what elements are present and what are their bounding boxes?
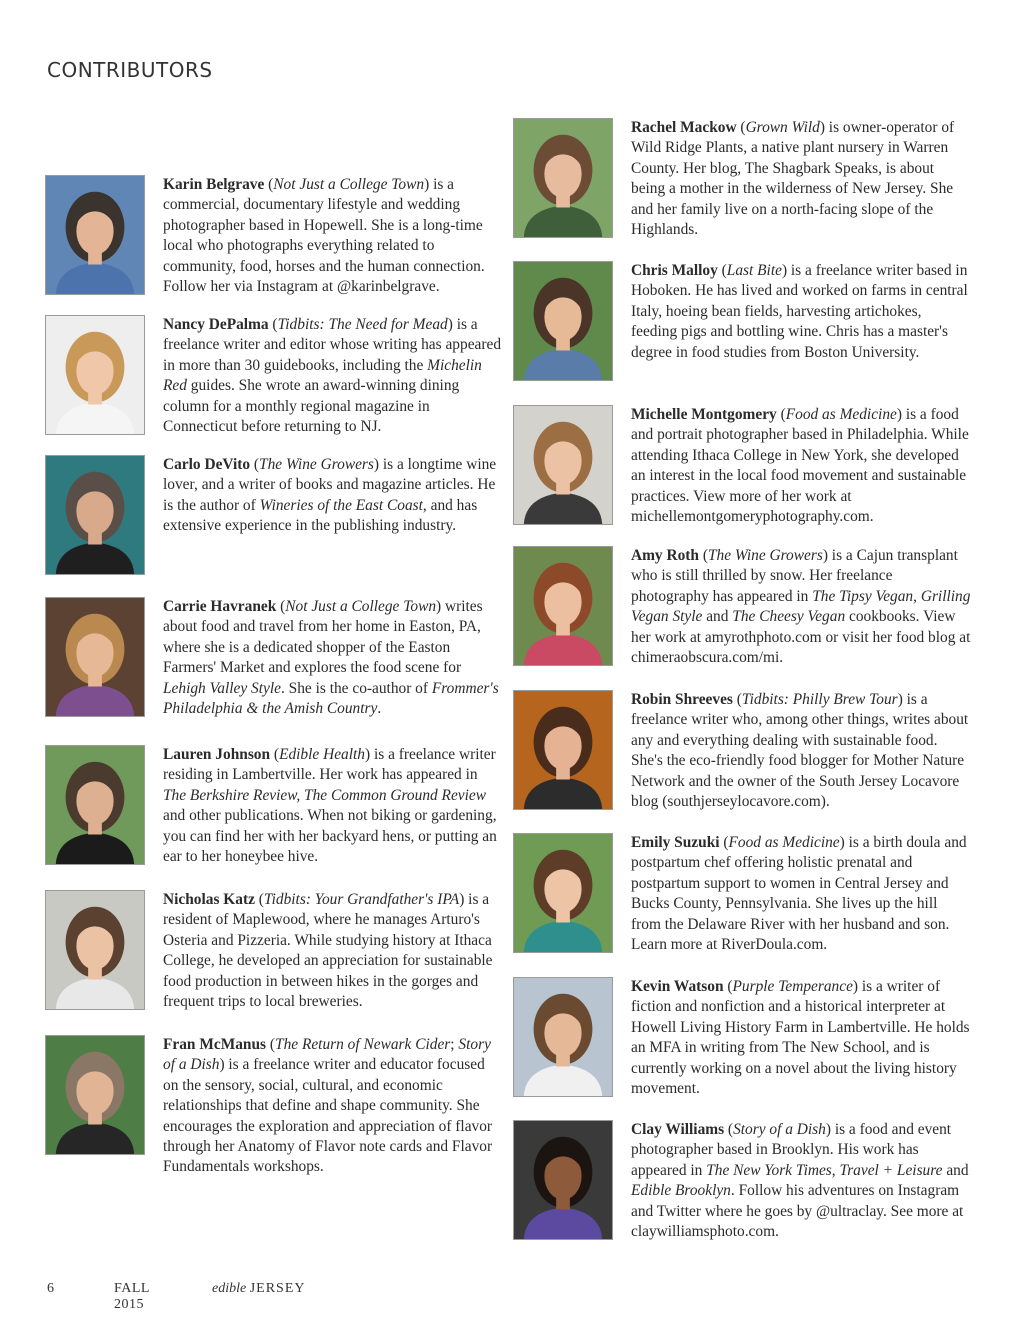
issue-season: FALL 2015: [114, 1281, 150, 1312]
contributor-name: Carrie Havranek: [163, 598, 277, 615]
contributor-bio: [631, 546, 971, 668]
bio-text: (: [698, 547, 708, 564]
article-title: Last Bite: [726, 262, 782, 279]
contributor-bio: [163, 175, 503, 297]
contributor-bio: [631, 690, 971, 812]
contributor-bio: [631, 261, 971, 363]
publication-title: Lehigh Valley Style: [163, 679, 281, 697]
publication-title: The Berkshire Review, The Common Ground Review: [163, 786, 486, 804]
contributor-photo: [45, 455, 145, 575]
contributor-name: Karin Belgrave: [163, 176, 265, 193]
bio-text: ) is a writer of fiction and nonfiction and a historical interpreter at Howell Living History Farm in Lambertville. He holds an MFA in writing from The New School, and is currently working on a novel about the living history movement.: [631, 978, 970, 1098]
bio-text: (: [732, 691, 742, 708]
contributor-name: Fran McManus: [163, 1036, 267, 1053]
bio-text: ) is a freelance writer residing in Lambertville. Her work has appeared in: [163, 746, 496, 784]
contributor-bio: [631, 118, 971, 240]
bio-text: and: [942, 1161, 969, 1179]
publication-title: The New York Times: [706, 1161, 832, 1179]
bio-text: ,: [831, 1161, 840, 1179]
publication-title: Michelin Red: [163, 356, 482, 395]
bio-text: ) is a Cajun transplant who is still thrilled by snow. Her freelance photography has appeared in: [631, 547, 958, 605]
bio-text: ) is a freelance writer based in Hoboken. He has lived and worked on farms in central Italy, hoeing bean fields, harvesting artichokes, feeding pigs and bottling wine. Chris has a master's degree in food studies from Boston University.: [631, 262, 968, 361]
article-title: Tidbits: The Need for Mead: [277, 316, 448, 333]
contributor-name: Robin Shreeves: [631, 691, 733, 708]
bio-text: ) is a food and event photographer based in Brooklyn. His work has appeared in: [631, 1121, 952, 1179]
contributor-photo: [513, 405, 613, 525]
bio-text: ) is a birth doula and postpartum chef offering holistic prenatal and postpartum support to women in Central Jersey and Bucks County, Pennsylvania. She lives up the hill from the Delaware River with her husband and son. Learn more at RiverDoula.com.: [631, 834, 967, 954]
article-title: Tidbits: Your Grandfather's IPA: [263, 891, 460, 908]
contributor-bio: [631, 1120, 971, 1242]
bio-text: (: [250, 456, 260, 473]
bio-text: (: [268, 316, 278, 333]
bio-text: . Follow his adventures on Instagram and Twitter where he goes by @ultraclay. See more at claywilliamsphoto.com.: [631, 1182, 964, 1241]
bio-text: ) is a longtime wine lover, and a writer of books and magazine articles. He is the author of: [163, 456, 497, 514]
publication-name: [212, 1281, 306, 1297]
bio-text: (: [723, 978, 733, 995]
article-title: Story of a Dish: [733, 1121, 826, 1138]
bio-text: (: [264, 176, 274, 193]
bio-text: ) is a freelance writer who, among other things, writes about any and everything dealing with sustainable food. She's the eco-friendly food blogger for Mother Nature Network and the owner of the South Jersey Locavore blog (southjerseylocavore.com).: [631, 691, 969, 811]
bio-text: (: [270, 746, 280, 763]
bio-text: ) is owner-operator of Wild Ridge Plants, a native plant nursery in Warren County. Her blog, The Shagbark Speaks, is about being a mother in the wilderness of New Jersey. She and her family live on a north-facing slope of the Highlands.: [631, 119, 955, 239]
contributor-photo: [513, 690, 613, 810]
bio-text: (: [776, 406, 786, 423]
contributor-photo: [45, 597, 145, 717]
contributor-bio: [631, 405, 971, 527]
bio-text: ;: [450, 1036, 459, 1053]
bio-text: (: [719, 834, 729, 851]
bio-text: (: [717, 262, 727, 279]
bio-text: ,: [913, 587, 921, 605]
contributor-name: Emily Suzuki: [631, 834, 720, 851]
contributor-name: Rachel Mackow: [631, 119, 737, 136]
bio-text: (: [724, 1121, 734, 1138]
publication-title: Edible Brooklyn: [631, 1182, 731, 1200]
publication-title: The Tipsy Vegan: [812, 587, 914, 605]
publication-title: Travel + Leisure: [839, 1161, 943, 1179]
publication-title: Frommer's Philadelphia & the Amish Country: [163, 679, 499, 718]
publication-title: Grilling Vegan Style: [631, 587, 971, 626]
article-title: Food as Medicine: [785, 406, 897, 423]
contributor-photo: [45, 1035, 145, 1155]
article-title: Not Just a College Town: [273, 176, 425, 193]
article-title: Edible Health: [279, 746, 365, 763]
contributor-name: Kevin Watson: [631, 978, 724, 995]
bio-text: ) is a commercial, documentary lifestyle and wedding photographer based in Hopewell. She is a long-time local who photographs everything related to community, food, horses and the human connection. Follow her via Instagram at @karinbelgrave.: [163, 176, 485, 296]
bio-text: . She is the co-author of: [280, 679, 432, 697]
bio-text: , and has extensive experience in the publishing industry.: [163, 496, 478, 535]
page-number: 6: [47, 1281, 54, 1296]
article-title: Food as Medicine: [728, 834, 840, 851]
article-title: Purple Temperance: [732, 978, 853, 995]
publication-title: Story of a Dish: [163, 1036, 491, 1074]
contributor-bio: [631, 977, 971, 1099]
contributor-photo: [45, 175, 145, 295]
bio-text: (: [266, 1036, 276, 1053]
publication-title: The Cheesy Vegan: [732, 608, 846, 626]
contributor-name: Amy Roth: [631, 547, 699, 564]
contributor-photo: [513, 1120, 613, 1240]
bio-text: ) is a food and portrait photographer based in Philadelphia. While attending Ithaca College in New York, she developed an interest in the local food movement and sustainable practices. View more of her work at michellemontgomeryphotography.com.: [631, 406, 969, 526]
contributor-name: Clay Williams: [631, 1121, 725, 1138]
contributor-name: Lauren Johnson: [163, 746, 271, 763]
contributor-photo: [45, 315, 145, 435]
page-title: CONTRIBUTORS: [47, 58, 213, 82]
contributor-bio: [163, 1035, 503, 1178]
contributor-bio: [163, 745, 503, 867]
contributor-name: Michelle Montgomery: [631, 406, 777, 423]
contributor-photo: [45, 890, 145, 1010]
contributor-photo: [513, 833, 613, 953]
bio-text: ) writes about food and travel from her home in Easton, PA, where she is a dedicated shopper of the Easton Farmers' Market and explores the food scene for: [163, 598, 483, 677]
bio-text: .: [377, 700, 382, 718]
bio-text: cookbooks. View her work at amyrothphoto.com or visit her food blog at chimeraobscura.com/mi.: [631, 608, 971, 667]
bio-text: ) is a resident of Maplewood, where he manages Arturo's Osteria and Pizzeria. While studying history at Ithaca College, he developed an appreciation for sustainable food production in between hikes in the gorges and frequent trips to local breweries.: [163, 891, 493, 1011]
article-title: Tidbits: Philly Brew Tour: [741, 691, 898, 708]
article-title: The Wine Growers: [259, 456, 374, 473]
publication-title: Wineries of the East Coast: [259, 496, 423, 514]
article-title: The Wine Growers: [707, 547, 823, 564]
bio-text: ) is a freelance writer and editor whose writing has appeared in more than 30 guidebooks, including the: [163, 316, 502, 374]
contributor-bio: [163, 890, 503, 1012]
contributor-bio: [163, 597, 503, 719]
article-title: The Return of Newark Cider: [275, 1036, 451, 1053]
contributor-photo: [513, 118, 613, 238]
contributor-name: Nicholas Katz: [163, 891, 255, 908]
bio-text: and: [702, 608, 733, 626]
contributor-photo: [513, 261, 613, 381]
contributor-name: Nancy DePalma: [163, 316, 269, 333]
article-title: Grown Wild: [745, 119, 820, 136]
contributor-bio: [631, 833, 971, 955]
bio-text: (: [276, 598, 286, 615]
contributor-name: Carlo DeVito: [163, 456, 251, 473]
contributor-bio: [163, 455, 503, 537]
contributor-photo: [513, 977, 613, 1097]
bio-text: (: [254, 891, 264, 908]
publication-name-jersey: JERSEY: [249, 1281, 306, 1296]
contributor-name: Chris Malloy: [631, 262, 718, 279]
article-title: Not Just a College Town: [285, 598, 437, 615]
bio-text: ) is a freelance writer and educator focused on the sensory, social, cultural, and economic relationships that define and shape community. She encourages the exploration and appreciation of flavor through her Anatomy of Flavor note cards and Flavor Fundamentals workshops.: [163, 1056, 493, 1176]
contributor-photo: [45, 745, 145, 865]
contributor-photo: [513, 546, 613, 666]
bio-text: guides. She wrote an award-winning dining column for a monthly regional magazine in Connecticut before returning to NJ.: [163, 377, 460, 436]
bio-text: (: [736, 119, 746, 136]
contributor-bio: [163, 315, 503, 437]
bio-text: and other publications. When not biking or gardening, you can find her with her backyard hens, or putting an ear to her honeybee hive.: [163, 807, 497, 866]
publication-name-edible: edible: [212, 1281, 247, 1296]
